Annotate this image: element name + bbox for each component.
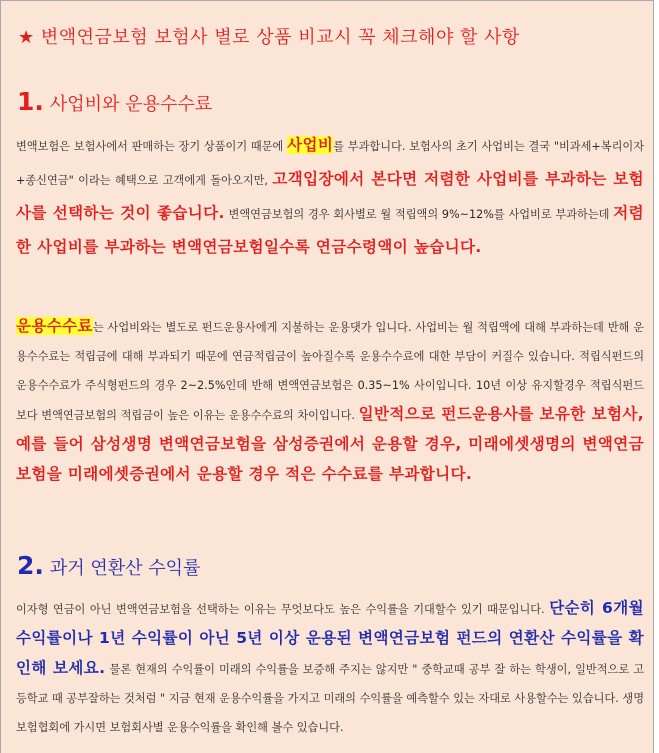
emphasis-text: 고객입장에서 본다면 저렴한 사업비를 부과하는 보험사를 선택하는 것이 좋습니다.	[16, 170, 644, 222]
section-1-heading	[17, 87, 212, 116]
section-1-title: 사업비와 운용수수료	[49, 94, 213, 115]
text: 물론 현재의 수익률이 미래의 수익률을 보증해 주지는 않지만 " 중학교때 공부 잘 하는 학생이, 일반적으로 고등학교 때 공부잘하는 것처럼 " 지금 현재 운용수익률을 가지고 미래의 수익률을 예측할수 있는 자대로 사용할수는 있습니다. 생명보험협회에 가시면 보험회사별 운용수익률을 확인해 볼수 있습니다.	[16, 663, 644, 734]
emphasis-text: 일반적으로 펀드운용사를 보유한 보험사, 예를 들어 삼성생명 변액연금보험을 삼성증권에서 운용할 경우, 미래에셋생명의 변액연금보험을 미래에셋증권에서 운용할 경우 적은 수수료를 부과합니다.	[16, 405, 644, 483]
section-2-number: 2.	[17, 551, 44, 580]
section-1-paragraph-1	[16, 129, 644, 265]
highlight-business-cost: 사업비	[287, 136, 334, 154]
section-2-title: 과거 연환산 수익률	[49, 558, 201, 579]
text: 를 부과합니다. 보험사의 초기 사업비는 결국 "비과세+복리이자+종신연금" 이라는 혜택으로 고객에게 돌아오지만,	[16, 140, 644, 187]
text: 변액보험은 보험사에서 판매하는 장기 상품이기 때문에	[16, 140, 288, 153]
section-1-number: 1.	[17, 87, 44, 116]
section-2-paragraph-1	[16, 594, 644, 742]
emphasis-text: 저렴한 사업비를 부과하는 변액연금보험일수록 연금수령액이 높습니다.	[16, 204, 644, 256]
page-title: ★ 변액연금보험 보험사 별로 상품 비교시 꼭 체크해야 할 사항	[18, 27, 520, 48]
section-2-heading	[17, 551, 200, 580]
text: 는 사업비와는 별도로 펀드운용사에게 지불하는 운용댓가 입니다. 사업비는 월 적립액에 대해 부과하는데 반해 운용수수료는 적립금에 대해 부과되기 때문에 연금적립금이 높아질수록 운용수수료에 대한 부담이 커질수 있습니다. 적립식펀드의 운용수수료가 주식형펀드의 경우 2~2.5%인데 반해 변액연금보험은 0.35~1% 사이입니다. 10년 이상 유지할경우 적립식펀드 보다 변액연금보험의 적립금이 높은 이유는 운용수수료의 차이입니다.	[16, 321, 644, 422]
text: 이자형 연금이 아닌 변액연금보험을 선택하는 이유는 무엇보다도 높은 수익률을 기대할수 있기 때문입니다.	[16, 603, 550, 616]
highlight-management-fee: 운용수수료	[16, 317, 93, 335]
emphasis-text: 단순히 6개월 수익률이나 1년 수익률이 아닌 5년 이상 운용된 변액연금보험 펀드의 연환산 수익률을 확인해 보세요.	[16, 599, 644, 677]
text: 변액연금보험의 경우 회사별로 월 적립액의 9%~12%를 사업비로 부과하는데	[224, 208, 614, 221]
section-1-paragraph-2	[16, 312, 644, 490]
